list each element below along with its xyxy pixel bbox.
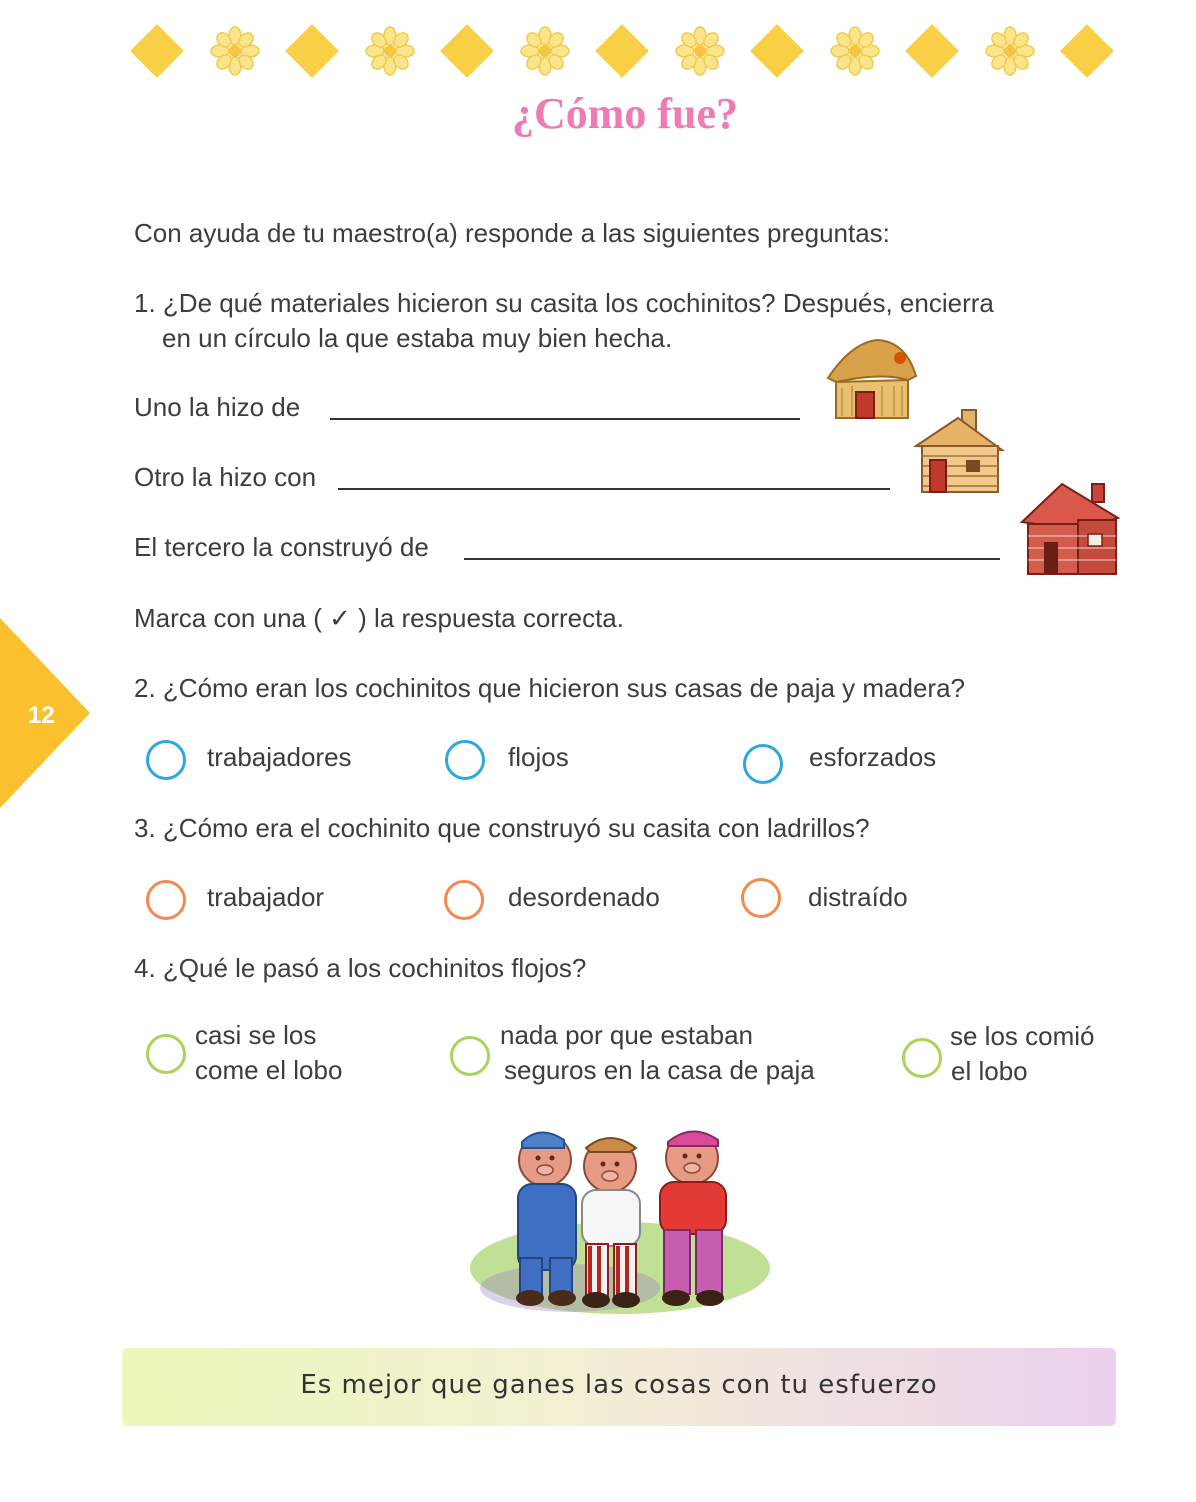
q2-option-2-label: flojos bbox=[508, 742, 569, 772]
q3-option-1-label: trabajador bbox=[207, 882, 325, 912]
flower-icon bbox=[985, 26, 1035, 76]
q2-option-1-radio[interactable] bbox=[146, 740, 186, 780]
flower-icon bbox=[365, 26, 415, 76]
blank-2-label: Otro la hizo con bbox=[134, 462, 317, 492]
q4-option-3-line-2: el lobo bbox=[951, 1056, 1028, 1086]
question-1-line-2: en un círculo la que estaba muy bien hecha. bbox=[162, 323, 673, 353]
diamond-icon bbox=[595, 24, 649, 78]
flower-icon bbox=[830, 26, 880, 76]
q4-option-1-line-1: casi se los bbox=[195, 1020, 317, 1050]
decorative-border-top bbox=[130, 20, 1120, 80]
q4-option-1-radio[interactable] bbox=[146, 1034, 186, 1074]
q4-option-1-line-2: come el lobo bbox=[195, 1055, 343, 1085]
diamond-icon bbox=[750, 24, 804, 78]
answer-blank-1[interactable] bbox=[330, 418, 800, 420]
moral-text: Es mejor que ganes las cosas con tu esfuerzo bbox=[300, 1370, 938, 1400]
q3-option-2-label: desordenado bbox=[508, 882, 660, 912]
q2-option-2-radio[interactable] bbox=[445, 740, 485, 780]
flower-icon bbox=[210, 26, 260, 76]
q4-option-2-line-2: seguros en la casa de paja bbox=[504, 1055, 815, 1085]
question-2: 2. ¿Cómo eran los cochinitos que hicieron sus casas de paja y madera? bbox=[134, 673, 965, 703]
q3-option-3-radio[interactable] bbox=[741, 878, 781, 918]
question-1-line-1: 1. ¿De qué materiales hicieron su casita los cochinitos? Después, encierra bbox=[134, 288, 994, 318]
brick-house-icon[interactable] bbox=[1018, 478, 1122, 578]
q2-option-3-label: esforzados bbox=[809, 742, 937, 772]
diamond-icon bbox=[905, 24, 959, 78]
three-pigs-illustration bbox=[460, 1118, 780, 1318]
answer-blank-3[interactable] bbox=[464, 558, 1000, 560]
question-3: 3. ¿Cómo era el cochinito que construyó su casita con ladrillos? bbox=[134, 813, 870, 843]
q4-option-2-radio[interactable] bbox=[450, 1036, 490, 1076]
page-number: 12 bbox=[28, 702, 55, 729]
q3-option-3-label: distraído bbox=[808, 882, 908, 912]
wood-house-icon[interactable] bbox=[908, 406, 1008, 496]
diamond-icon bbox=[130, 24, 184, 78]
diamond-icon bbox=[440, 24, 494, 78]
q4-option-3-line-1: se los comió bbox=[950, 1021, 1095, 1051]
q3-option-2-radio[interactable] bbox=[444, 880, 484, 920]
diamond-icon bbox=[1060, 24, 1114, 78]
flower-icon bbox=[520, 26, 570, 76]
flower-icon bbox=[675, 26, 725, 76]
diamond-icon bbox=[285, 24, 339, 78]
question-4: 4. ¿Qué le pasó a los cochinitos flojos? bbox=[134, 953, 587, 983]
instruction-text: Marca con una ( ✓ ) la respuesta correcta. bbox=[134, 603, 624, 633]
blank-3-label: El tercero la construyó de bbox=[134, 532, 429, 562]
page-title: ¿Cómo fue? bbox=[511, 89, 739, 138]
intro-text: Con ayuda de tu maestro(a) responde a las siguientes preguntas: bbox=[134, 218, 890, 248]
q2-option-3-radio[interactable] bbox=[743, 744, 783, 784]
q4-option-3-radio[interactable] bbox=[902, 1038, 942, 1078]
q3-option-1-radio[interactable] bbox=[146, 880, 186, 920]
answer-blank-2[interactable] bbox=[338, 488, 890, 490]
q4-option-2-line-1: nada por que estaban bbox=[500, 1020, 753, 1050]
straw-house-icon[interactable] bbox=[822, 336, 920, 422]
q2-option-1-label: trabajadores bbox=[207, 742, 352, 772]
blank-1-label: Uno la hizo de bbox=[134, 392, 301, 422]
